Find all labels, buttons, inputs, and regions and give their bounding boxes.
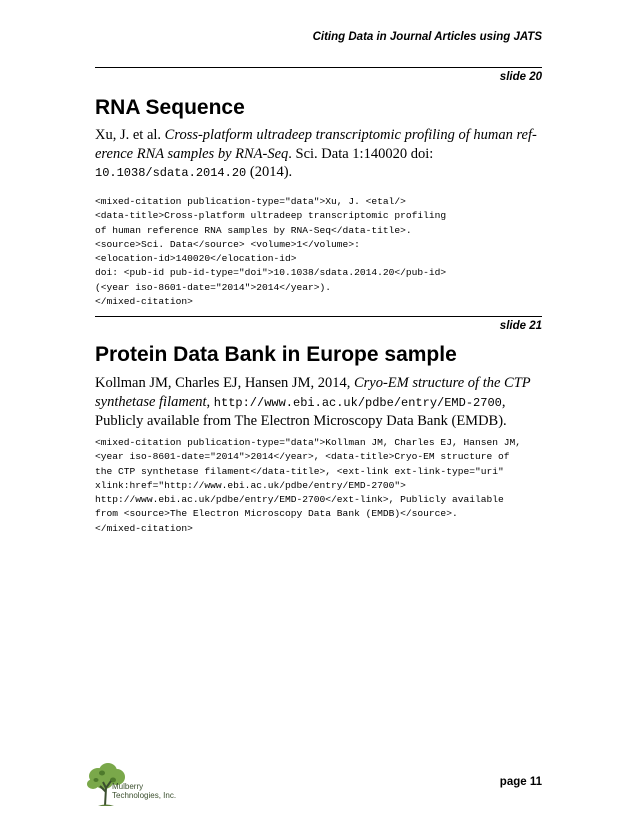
citation-url: http://www.ebi.ac.uk/pdbe/entry/EMD-2700 bbox=[213, 395, 502, 410]
xml-code-block-slide20 bbox=[95, 195, 542, 309]
page-number: page 11 bbox=[499, 776, 542, 788]
citation-authors: Xu, J. et al. bbox=[95, 127, 165, 143]
citation-title: Cross-platform ultradeep transcriptomic profiling of human ref-erence RNA samples by RNA-Seq bbox=[95, 127, 537, 162]
code-line: <data-title>Cross-platform ultradeep transcriptomic profiling bbox=[95, 210, 447, 222]
section-rule-slide21 bbox=[95, 316, 542, 317]
xml-code-block-slide21 bbox=[95, 436, 542, 536]
logo-text-line2: Technologies, Inc. bbox=[112, 791, 177, 800]
citation-availability: , Publicly available from The Electron Microscopy Data Bank (EMDB). bbox=[95, 393, 507, 429]
section-heading-rna-sequence: RNA Sequence bbox=[95, 96, 245, 119]
code-line: http://www.ebi.ac.uk/pdbe/entry/EMD-2700</ext-link>, Publicly available bbox=[95, 494, 504, 506]
code-line: </mixed-citation> bbox=[95, 522, 193, 534]
logo-wordmark bbox=[112, 782, 176, 800]
code-line: xlink:href="http://www.ebi.ac.uk/pdbe/entry/EMD-2700"> bbox=[95, 479, 406, 491]
running-title: Citing Data in Journal Articles using JATS bbox=[312, 31, 542, 43]
code-line: from <source>The Electron Microscopy Data Bank (EMDB)</source>. bbox=[95, 508, 458, 520]
citation-rna-sequence bbox=[95, 126, 542, 183]
citation-doi: 10.1038/sdata.2014.20 bbox=[95, 166, 247, 180]
section-rule-slide20 bbox=[95, 67, 542, 68]
code-line: <source>Sci. Data</source> <volume>1</volume>: bbox=[95, 238, 360, 250]
logo-text-line1: Mulberry bbox=[112, 782, 144, 791]
code-line: </mixed-citation> bbox=[95, 296, 193, 308]
code-line: of human reference RNA samples by RNA-Seq</data-title>. bbox=[95, 224, 412, 236]
citation-authors: Kollman JM, Charles EJ, Hansen JM, 2014, bbox=[95, 375, 354, 391]
code-line: <mixed-citation publication-type="data">Kollman JM, Charles EJ, Hansen JM, bbox=[95, 437, 522, 448]
code-line: <year iso-8601-date="2014">2014</year>, <data-title>Cryo-EM structure of bbox=[95, 451, 510, 463]
citation-separator: , bbox=[206, 393, 214, 410]
citation-title: Cryo-EM structure of the CTP synthetase filament bbox=[95, 375, 531, 410]
section-heading-protein-data-bank: Protein Data Bank in Europe sample bbox=[95, 343, 457, 366]
code-line: <elocation-id>140020</elocation-id> bbox=[95, 253, 297, 265]
citation-source: . Sci. Data 1:140020 doi: bbox=[288, 145, 434, 162]
citation-protein-data-bank bbox=[95, 374, 542, 431]
citation-year: (2014). bbox=[246, 164, 293, 180]
slide-label-20: slide 20 bbox=[499, 71, 542, 83]
code-line: (<year iso-8601-date="2014">2014</year>). bbox=[95, 281, 332, 293]
code-line: the CTP synthetase filament</data-title>, <ext-link ext-link-type="uri" bbox=[95, 465, 504, 477]
code-line: doi: <pub-id pub-id-type="doi">10.1038/sdata.2014.20</pub-id> bbox=[95, 267, 447, 279]
slide-label-21: slide 21 bbox=[499, 320, 542, 332]
code-line: <mixed-citation publication-type="data">Xu, J. <etal/> bbox=[95, 196, 406, 207]
